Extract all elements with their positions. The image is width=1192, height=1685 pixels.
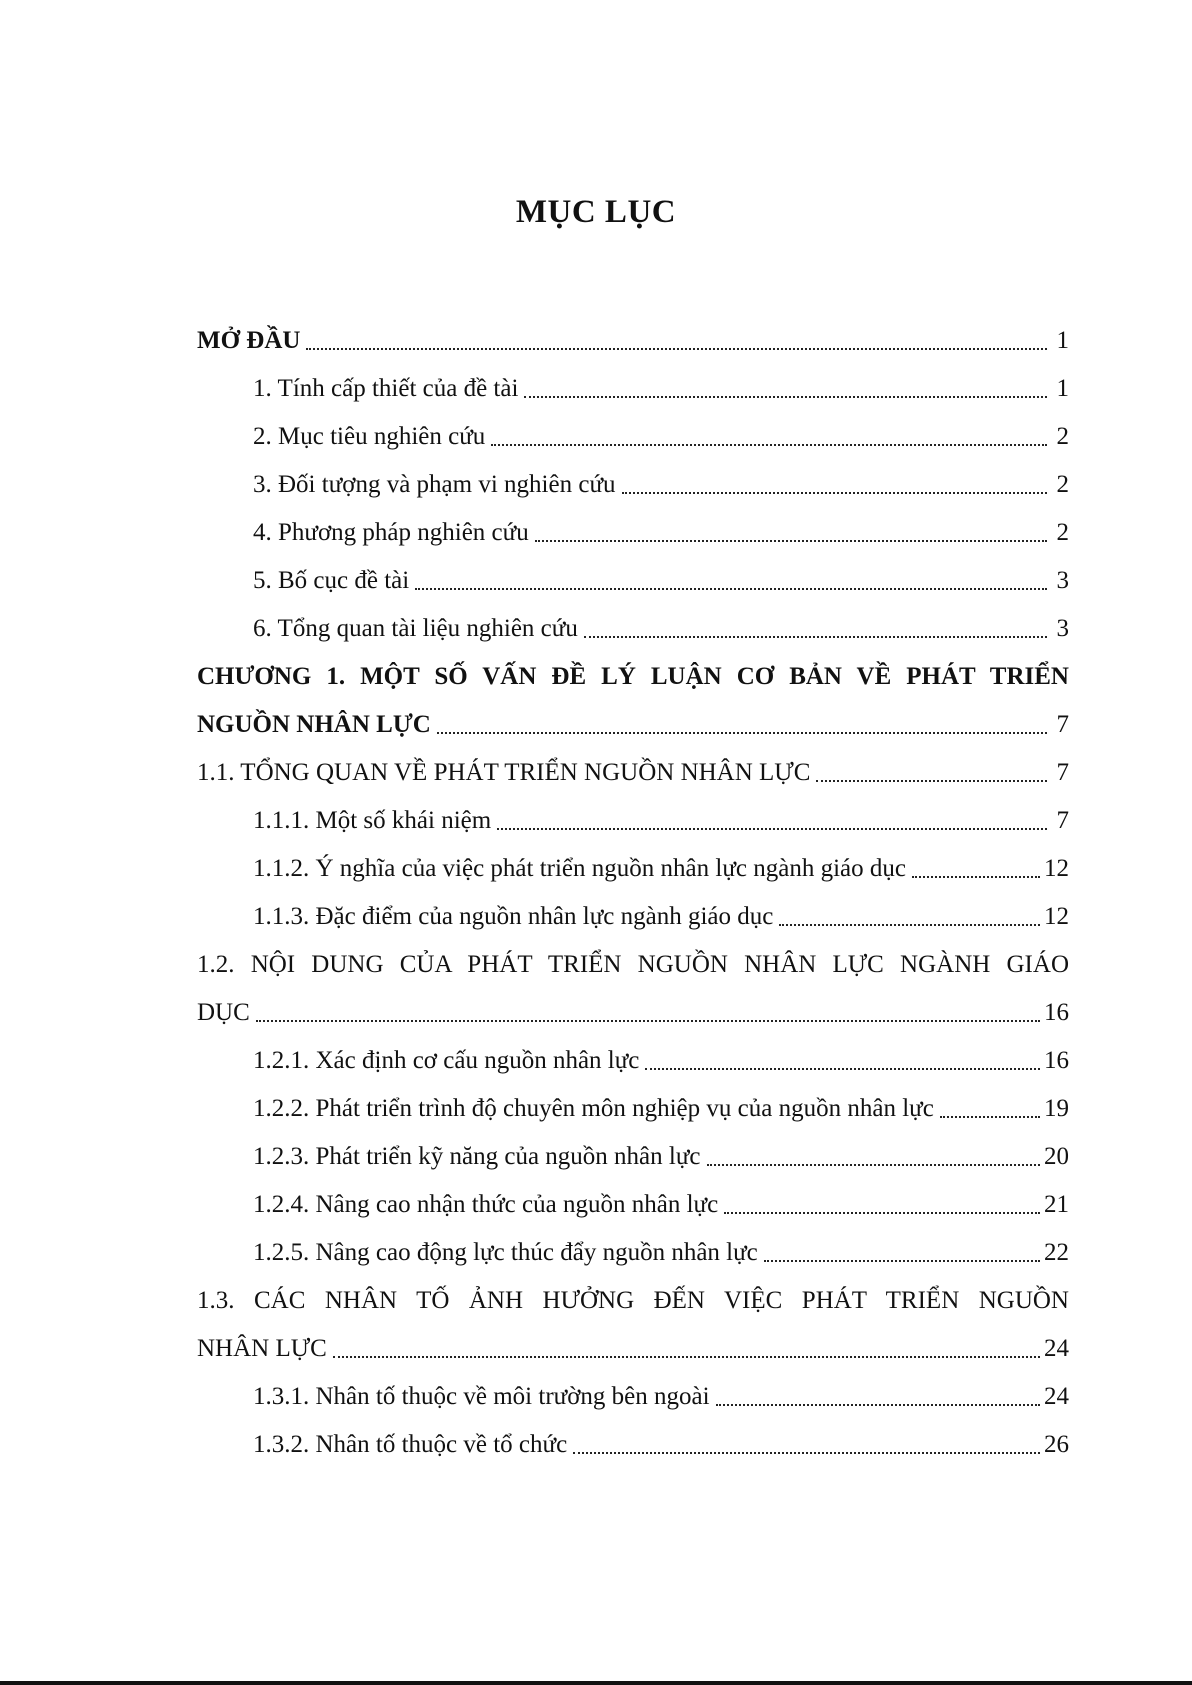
dot-leader — [524, 396, 1047, 398]
bottom-border — [0, 1681, 1192, 1685]
toc-entry-label: 1.2. NỘI DUNG CỦA PHÁT TRIỂN NGUỒN NHÂN LỰC NGÀNH GIÁO — [197, 951, 1069, 978]
toc-entry-label: 1.3.1. Nhân tố thuộc về môi trường bên ngoài — [253, 1383, 710, 1410]
toc-entry[interactable] — [197, 794, 1069, 842]
toc-entry-label: 1.3.2. Nhân tố thuộc về tổ chức — [253, 1431, 568, 1458]
toc-entry[interactable] — [197, 1322, 1069, 1370]
toc-entry[interactable] — [197, 1034, 1069, 1082]
dot-leader — [573, 1452, 1040, 1454]
toc-page-number: 3 — [1056, 615, 1069, 642]
toc-entry[interactable] — [197, 1130, 1069, 1178]
dot-leader — [716, 1404, 1040, 1406]
toc-page-number: 2 — [1056, 471, 1069, 498]
toc-entry[interactable] — [197, 1418, 1069, 1466]
toc-entry-label: 6. Tổng quan tài liệu nghiên cứu — [253, 615, 578, 642]
dot-leader — [940, 1116, 1040, 1118]
toc-entry-label: 1. Tính cấp thiết của đề tài — [253, 375, 519, 402]
toc-entry-label: 1.2.3. Phát triển kỹ năng của nguồn nhân lực — [253, 1143, 701, 1170]
dot-leader — [912, 876, 1040, 878]
toc-page-number: 16 — [1044, 999, 1069, 1026]
toc-entry-label: NHÂN LỰC — [197, 1335, 327, 1362]
toc-entry[interactable] — [197, 842, 1069, 890]
toc-entry-label: 1.1.1. Một số khái niệm — [253, 807, 492, 834]
toc-entry[interactable] — [197, 1178, 1069, 1226]
toc-page-number: 12 — [1044, 903, 1069, 930]
dot-leader — [764, 1260, 1040, 1262]
toc-entry[interactable] — [197, 554, 1069, 602]
toc-entry[interactable] — [197, 410, 1069, 458]
toc-entry[interactable] — [197, 698, 1069, 746]
toc-page-number: 26 — [1044, 1431, 1069, 1458]
toc-entry[interactable] — [197, 362, 1069, 410]
toc-entry-label: 1.2.4. Nâng cao nhận thức của nguồn nhân lực — [253, 1191, 719, 1218]
toc-entry-label: 1.2.1. Xác định cơ cấu nguồn nhân lực — [253, 1047, 640, 1074]
toc-entry[interactable] — [197, 314, 1069, 362]
toc-page-number: 7 — [1056, 807, 1069, 834]
dot-leader — [724, 1212, 1040, 1214]
toc-entry[interactable] — [197, 890, 1069, 938]
toc-entry[interactable] — [197, 986, 1069, 1034]
toc-entry[interactable] — [197, 938, 1069, 986]
toc-entry[interactable] — [197, 458, 1069, 506]
toc-entry-label: MỞ ĐẦU — [197, 327, 301, 354]
toc-entry[interactable] — [197, 650, 1069, 698]
dot-leader — [779, 924, 1040, 926]
dot-leader — [256, 1020, 1040, 1022]
dot-leader — [584, 636, 1047, 638]
toc-entry-label: 1.1.2. Ý nghĩa của việc phát triển nguồn nhân lực ngành giáo dục — [253, 855, 906, 882]
dot-leader — [415, 588, 1047, 590]
toc-entry-label: 1.2.5. Nâng cao động lực thúc đẩy nguồn nhân lực — [253, 1239, 758, 1266]
toc-entry-label: 1.1. TỔNG QUAN VỀ PHÁT TRIỂN NGUỒN NHÂN LỰC — [197, 759, 811, 786]
toc-page-number: 16 — [1044, 1047, 1069, 1074]
toc-page-number: 21 — [1044, 1191, 1069, 1218]
dot-leader — [497, 828, 1047, 830]
page-title: MỤC LỤC — [515, 194, 677, 230]
dot-leader — [306, 348, 1047, 350]
toc-page-number: 1 — [1056, 375, 1069, 402]
toc-entry-label: 4. Phương pháp nghiên cứu — [253, 519, 529, 546]
dot-leader — [645, 1068, 1040, 1070]
toc-entry-label: DỤC — [197, 999, 250, 1026]
toc-entry[interactable] — [197, 1370, 1069, 1418]
toc-page-number: 12 — [1044, 855, 1069, 882]
toc-page-number: 2 — [1056, 423, 1069, 450]
toc-page-number: 19 — [1044, 1095, 1069, 1122]
toc-entry-label: 1.3. CÁC NHÂN TỐ ẢNH HƯỞNG ĐẾN VIỆC PHÁT TRIỂN NGUỒN — [197, 1287, 1069, 1314]
toc-entry[interactable] — [197, 602, 1069, 650]
toc-entry-label: 1.1.3. Đặc điểm của nguồn nhân lực ngành giáo dục — [253, 903, 774, 930]
toc-entry[interactable] — [197, 746, 1069, 794]
toc-entry-label: 5. Bố cục đề tài — [253, 567, 410, 594]
dot-leader — [535, 540, 1047, 542]
toc-entry[interactable] — [197, 1226, 1069, 1274]
dot-leader — [491, 444, 1047, 446]
toc-page-number: 22 — [1044, 1239, 1069, 1266]
toc-entry-label: 1.2.2. Phát triển trình độ chuyên môn nghiệp vụ của nguồn nhân lực — [253, 1095, 934, 1122]
toc-page-number: 1 — [1056, 327, 1069, 354]
toc-page-number: 24 — [1044, 1383, 1069, 1410]
toc-page-number: 7 — [1056, 711, 1069, 738]
toc-entry-label: 2. Mục tiêu nghiên cứu — [253, 423, 486, 450]
dot-leader — [333, 1356, 1040, 1358]
dot-leader — [816, 780, 1047, 782]
toc-page-number: 2 — [1056, 519, 1069, 546]
toc-page-number: 7 — [1056, 759, 1069, 786]
toc-entry[interactable] — [197, 506, 1069, 554]
dot-leader — [622, 492, 1048, 494]
toc-entry[interactable] — [197, 1274, 1069, 1322]
toc-entry[interactable] — [197, 1082, 1069, 1130]
toc-entry-label: NGUỒN NHÂN LỰC — [197, 711, 431, 738]
toc-entry-label: CHƯƠNG 1. MỘT SỐ VẤN ĐỀ LÝ LUẬN CƠ BẢN VỀ PHÁT TRIỂN — [197, 663, 1069, 690]
dot-leader — [707, 1164, 1041, 1166]
toc-page-number: 3 — [1056, 567, 1069, 594]
toc-page-number: 24 — [1044, 1335, 1069, 1362]
dot-leader — [437, 732, 1047, 734]
toc-entry-label: 3. Đối tượng và phạm vi nghiên cứu — [253, 471, 616, 498]
toc-page-number: 20 — [1044, 1143, 1069, 1170]
table-of-contents — [197, 314, 1069, 1466]
